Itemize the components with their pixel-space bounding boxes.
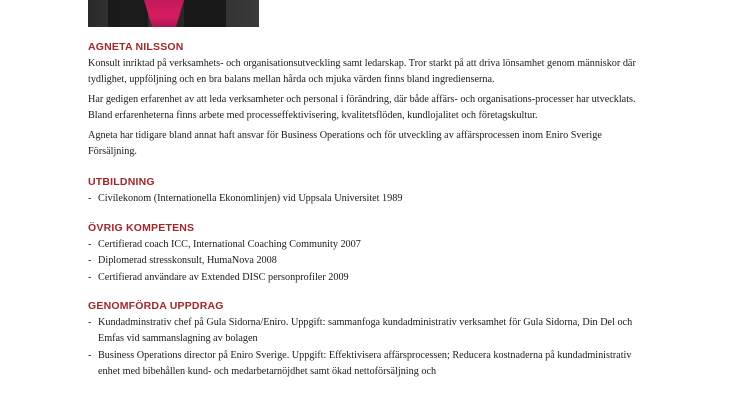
profile-paragraph: Har gedigen erfarenhet av att leda verksamheter och personal i förändring, där både affärs- och organisations-processer har utvecklats. Bland erfarenheterna finns arbete med processeffektivisering, kvalitetsflöden, kundlojalitet och företagskultur. — [88, 93, 636, 122]
competence-heading: ÖVRIG KOMPETENS — [88, 221, 195, 234]
cv-document — [88, 40, 648, 381]
education-list — [88, 191, 648, 207]
assignments-heading: GENOMFÖRDA UPPDRAG — [88, 300, 224, 313]
competence-list — [88, 237, 648, 286]
assignment-item: - Kundadminstrativ chef på Gula Sidorna/Eniro. Uppgift: sammanfoga kundadministrativ verksamhet för Gula Sidorna, Din Del och Emfas vid sammanslagning av bolagen — [88, 315, 648, 348]
profile-photo — [88, 0, 259, 27]
assignment-item: - Business Operations director på Eniro Sverige. Uppgift: Effektivisera affärsprocessen; Reducera kostnaderna på kundadministrativ enhet med bibehållen kund- och medarbetarnöjdhet samt ökad nettoförsäljning och — [88, 348, 648, 381]
profile-name: AGNETA NILSSON — [88, 41, 184, 53]
competence-item: - Certifierad coach ICC, International Coaching Community 2007 — [88, 237, 648, 253]
assignments-list — [88, 315, 648, 381]
profile-paragraph: Konsult inriktad på verksamhets- och organisationsutveckling samt ledarskap. Tror starkt på att driva lönsamhet genom människor där tydlighet, uppföljning och en bra balans mellan hårda och mjuka värden finns bland ingredienserna. — [88, 58, 636, 86]
photo-jacket-right — [184, 0, 226, 27]
profile-paragraph: Agneta har tidigare bland annat haft ansvar för Business Operations och för utveckling av affärsprocessen inom Eniro Sverige Försäljning. — [88, 129, 602, 158]
photo-jacket-left — [108, 0, 148, 27]
education-heading: UTBILDNING — [88, 176, 155, 189]
photo-collar — [144, 0, 184, 27]
competence-item: - Certifierad användare av Extended DISC personprofiler 2009 — [88, 270, 648, 286]
education-item: - Civilekonom (Internationella Ekonomlinjen) vid Uppsala Universitet 1989 — [88, 191, 648, 207]
competence-item: - Diplomerad stresskonsult, HumaNova 2008 — [88, 253, 648, 269]
